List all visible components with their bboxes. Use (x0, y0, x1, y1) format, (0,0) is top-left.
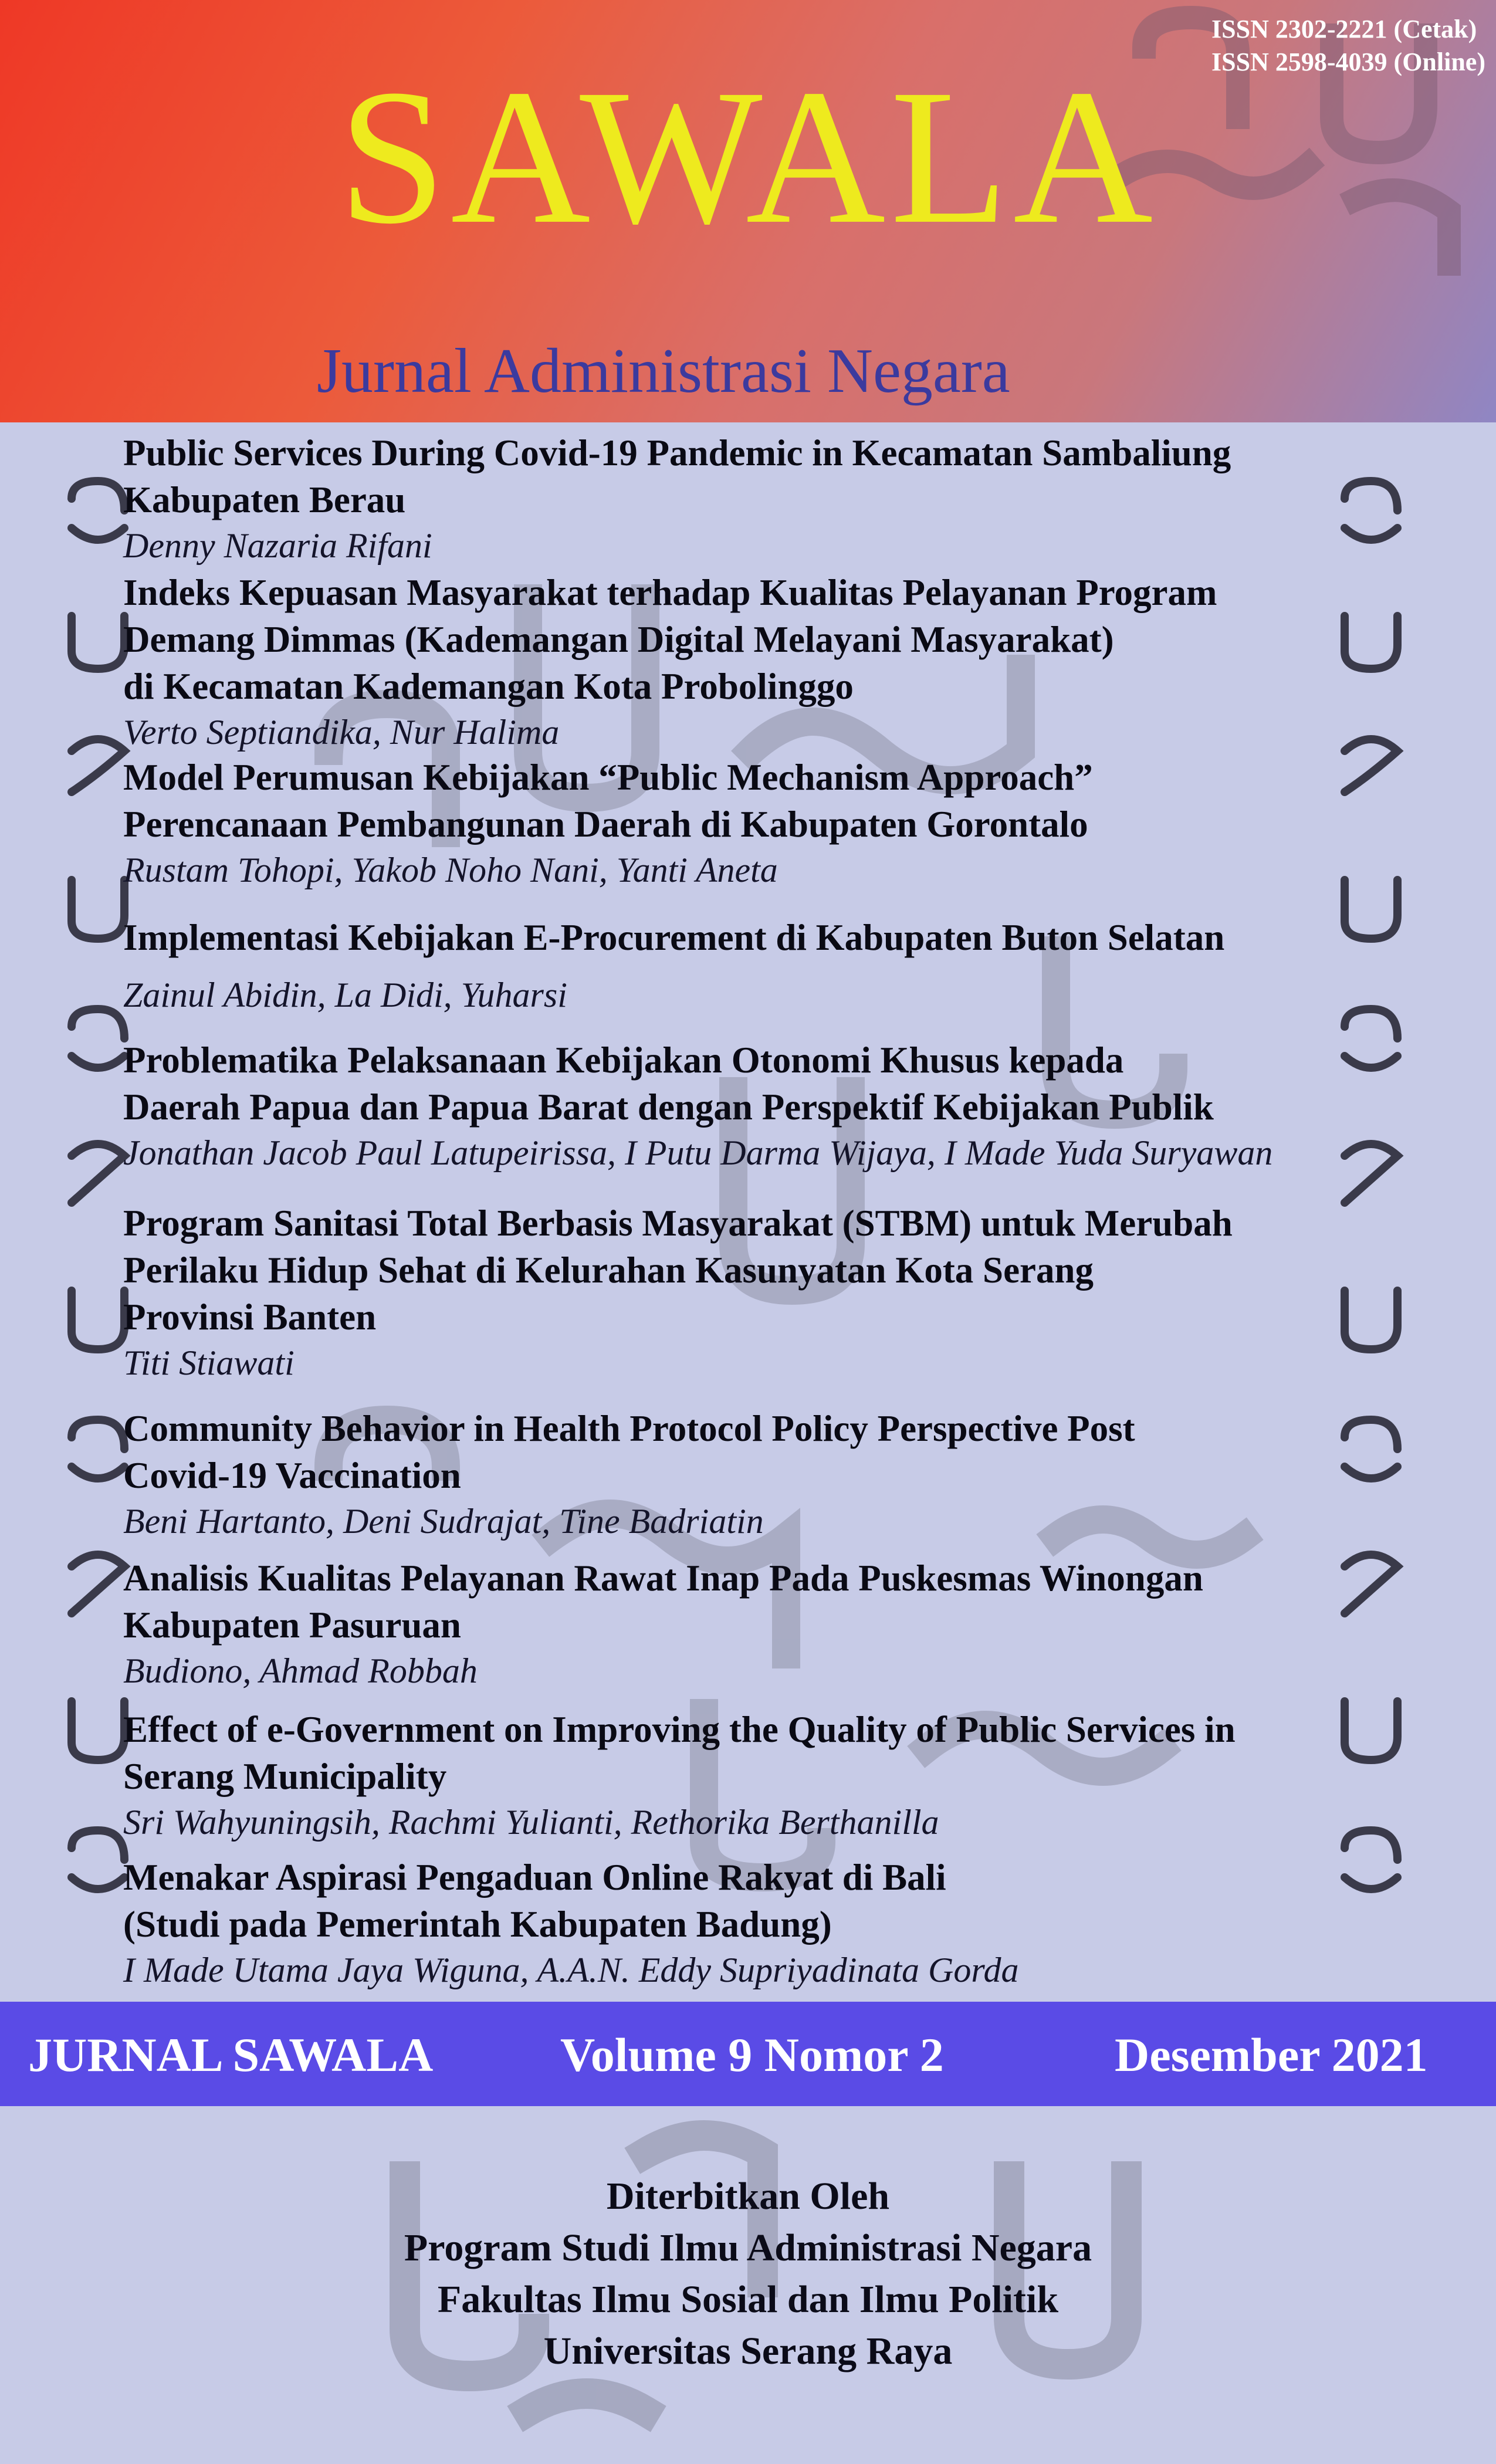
cover-footer (0, 2106, 1496, 2464)
article-entry (123, 914, 1379, 1017)
article-entry (123, 1555, 1379, 1693)
article-title-line: di Kecamatan Kademangan Kota Probolinggo (123, 666, 854, 707)
article-authors: Jonathan Jacob Paul Latupeirissa, I Putu Darma Wijaya, I Made Yuda Suryawan (123, 1133, 1273, 1172)
article-title (123, 1555, 1379, 1649)
article-title (123, 429, 1379, 523)
publisher-line: Program Studi Ilmu Administrasi Negara (404, 2226, 1092, 2269)
article-title-line: Community Behavior in Health Protocol Policy Perspective Post (123, 1408, 1135, 1449)
issn-print: ISSN 2302-2221 (Cetak) (1211, 15, 1477, 43)
article-title-line: Problematika Pelaksanaan Kebijakan Otonomi Khusus kepada (123, 1040, 1124, 1081)
article-title-line: Demang Dimmas (Kademangan Digital Melayani Masyarakat) (123, 619, 1114, 660)
article-title (123, 1037, 1379, 1131)
article-title-line: Kabupaten Pasuruan (123, 1605, 461, 1646)
article-title-line: Perilaku Hidup Sehat di Kelurahan Kasunyatan Kota Serang (123, 1250, 1094, 1291)
article-authors: I Made Utama Jaya Wiguna, A.A.N. Eddy Supriyadinata Gorda (123, 1951, 1019, 1989)
article-entry (123, 1405, 1379, 1544)
article-title-line: Kabupaten Berau (123, 479, 406, 520)
article-title-line: Program Sanitasi Total Berbasis Masyarakat (STBM) untuk Merubah (123, 1203, 1233, 1244)
article-authors: Sri Wahyuningsih, Rachmi Yulianti, Rethorika Berthanilla (123, 1803, 939, 1842)
article-title (123, 1405, 1379, 1499)
article-entry (123, 754, 1379, 892)
article-title (123, 1854, 1379, 1948)
article-title-line: Perencanaan Pembangunan Daerah di Kabupaten Gorontalo (123, 804, 1088, 845)
article-title-line: Analisis Kualitas Pelayanan Rawat Inap Pada Puskesmas Winongan (123, 1558, 1203, 1599)
article-title-line: (Studi pada Pemerintah Kabupaten Badung) (123, 1904, 832, 1945)
article-entry (123, 1200, 1379, 1385)
article-entry (123, 1854, 1379, 1992)
volume-bar-volume: Volume 9 Nomor 2 (560, 2028, 944, 2081)
article-title-line: Indeks Kepuasan Masyarakat terhadap Kualitas Pelayanan Program (123, 572, 1217, 613)
publisher-block (0, 2171, 1496, 2377)
article-title (123, 569, 1379, 710)
volume-bar-journal: JURNAL SAWALA (28, 2028, 434, 2081)
article-title-line: Daerah Papua dan Papua Barat dengan Perspektif Kebijakan Publik (123, 1087, 1214, 1128)
article-title (123, 754, 1379, 848)
article-title-line: Model Perumusan Kebijakan “Public Mechanism Approach” (123, 757, 1093, 798)
article-authors: Verto Septiandika, Nur Halima (123, 713, 560, 752)
article-authors: Beni Hartanto, Deni Sudrajat, Tine Badriatin (123, 1502, 764, 1541)
article-entry (123, 1706, 1379, 1844)
volume-bar-date: Desember 2021 (1115, 2028, 1428, 2081)
publisher-line: Fakultas Ilmu Sosial dan Ilmu Politik (437, 2278, 1059, 2321)
table-of-contents (0, 422, 1496, 2002)
article-authors: Titi Stiawati (123, 1343, 295, 1382)
article-title-line: Implementasi Kebijakan E-Procurement di Kabupaten Buton Selatan (123, 917, 1225, 958)
article-entry (123, 569, 1379, 754)
article-title-line: Covid-19 Vaccination (123, 1455, 461, 1496)
article-title-line: Effect of e-Government on Improving the Quality of Public Services in (123, 1709, 1236, 1750)
article-title (123, 1200, 1379, 1341)
volume-bar (0, 2002, 1496, 2106)
article-title-line: Serang Municipality (123, 1756, 447, 1797)
article-entry (123, 1037, 1379, 1175)
journal-subtitle: Jurnal Administrasi Negara (317, 336, 1010, 406)
article-title-line: Provinsi Banten (123, 1297, 377, 1338)
article-authors: Denny Nazaria Rifani (123, 526, 432, 565)
article-title-line: Menakar Aspirasi Pengaduan Online Rakyat di Bali (123, 1857, 946, 1898)
article-entry (123, 429, 1379, 568)
cover-header (0, 0, 1496, 422)
article-title (123, 1706, 1379, 1800)
publisher-line: Diterbitkan Oleh (606, 2175, 890, 2218)
journal-title: SAWALA (338, 50, 1158, 264)
article-authors: Budiono, Ahmad Robbah (123, 1651, 478, 1690)
article-title (123, 914, 1379, 961)
publisher-line: Universitas Serang Raya (543, 2330, 953, 2372)
article-authors: Rustam Tohopi, Yakob Noho Nani, Yanti Aneta (123, 851, 778, 889)
issn-online: ISSN 2598-4039 (Online) (1211, 48, 1485, 76)
article-title-line: Public Services During Covid-19 Pandemic in Kecamatan Sambaliung (123, 432, 1231, 473)
article-authors: Zainul Abidin, La Didi, Yuharsi (123, 976, 567, 1014)
